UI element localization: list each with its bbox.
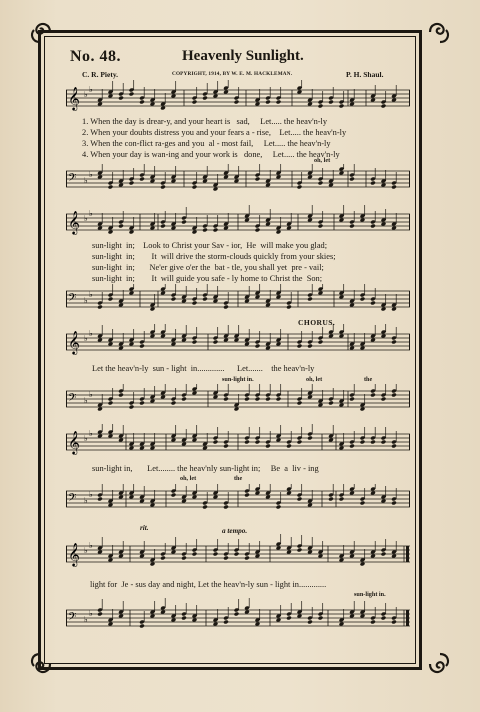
note-head bbox=[213, 552, 219, 557]
note-head bbox=[181, 220, 187, 225]
note-head bbox=[349, 397, 355, 402]
composer-credit: P. H. Shaul. bbox=[346, 70, 384, 79]
note-head bbox=[244, 556, 250, 561]
key-signature-flat: ♭ bbox=[89, 429, 93, 438]
key-signature-flat: ♭ bbox=[89, 541, 93, 550]
hymn-title: Heavenly Sunlight. bbox=[182, 48, 304, 64]
note-head bbox=[129, 405, 135, 410]
note-head bbox=[297, 185, 303, 190]
chorus-label: CHORUS. bbox=[298, 318, 336, 327]
key-signature-flat: ♭ bbox=[84, 90, 88, 99]
a-tempo-marking: a tempo. bbox=[222, 527, 248, 535]
note-head bbox=[286, 444, 292, 449]
treble-staff-1 bbox=[66, 80, 410, 116]
note-head bbox=[265, 397, 271, 402]
note-head bbox=[202, 505, 208, 510]
note-head bbox=[181, 616, 187, 621]
note-head bbox=[307, 436, 313, 441]
bass-staff-2 bbox=[66, 284, 410, 314]
note-head bbox=[360, 440, 366, 445]
note-head bbox=[381, 552, 387, 557]
note-head bbox=[381, 104, 387, 109]
treble-clef: 𝄞 bbox=[68, 210, 80, 234]
note-head bbox=[286, 305, 292, 310]
key-signature-flat: ♭ bbox=[84, 434, 88, 443]
corner-ornament-top-left bbox=[28, 20, 54, 46]
note-head bbox=[192, 552, 198, 557]
alt-lyric-sunlight-in: sun-light in. bbox=[222, 376, 254, 383]
key-signature-flat: ♭ bbox=[89, 170, 93, 179]
note-head bbox=[339, 104, 345, 109]
key-signature-flat: ♭ bbox=[84, 546, 88, 555]
note-head bbox=[223, 620, 229, 625]
note-head bbox=[318, 104, 324, 109]
treble-staff-4 bbox=[66, 424, 410, 460]
alt-lyric-the-2: the bbox=[234, 475, 243, 482]
key-signature-flat: ♭ bbox=[89, 85, 93, 94]
note-head bbox=[97, 612, 103, 617]
verse-2-line: 2. When your doubts distress you and your fears a - rise, Let..... the heav'n-ly bbox=[82, 128, 347, 137]
note-head bbox=[234, 612, 240, 617]
note-head bbox=[223, 505, 229, 510]
note-head bbox=[160, 224, 166, 229]
alt-lyric-the: the bbox=[364, 376, 373, 383]
bass-staff-4 bbox=[66, 484, 410, 514]
treble-clef: 𝄞 bbox=[68, 330, 80, 354]
note-head bbox=[391, 393, 397, 398]
note-head bbox=[223, 397, 229, 402]
note-head bbox=[328, 100, 334, 105]
key-signature-flat: ♭ bbox=[89, 390, 93, 399]
note-head bbox=[276, 505, 282, 510]
bass-clef: 𝄢 bbox=[68, 172, 77, 187]
bass-staff-3 bbox=[66, 384, 410, 414]
system2-line-1: sun-light in; Look to Christ your Sav - ior, He will make you glad; bbox=[92, 241, 328, 250]
note-head bbox=[381, 397, 387, 402]
corner-ornament-bottom-left bbox=[28, 650, 54, 676]
note-head bbox=[265, 100, 271, 105]
treble-clef: 𝄞 bbox=[68, 86, 80, 110]
note-head bbox=[349, 224, 355, 229]
system2-line-4: sun-light in; It will guide you safe - ly home to Christ the Son; bbox=[92, 274, 323, 283]
corner-ornament-top-right bbox=[426, 20, 452, 46]
treble-staff-2 bbox=[66, 204, 410, 240]
key-signature-flat: ♭ bbox=[84, 176, 88, 185]
note-head bbox=[244, 440, 250, 445]
note-head bbox=[328, 497, 334, 502]
note-head bbox=[139, 401, 145, 406]
note-head bbox=[171, 401, 177, 406]
key-signature-flat: ♭ bbox=[84, 496, 88, 505]
note-head bbox=[234, 100, 240, 105]
alt-lyric-oh-let-3: oh, let bbox=[180, 475, 197, 482]
note-head bbox=[370, 620, 376, 625]
note-head bbox=[139, 177, 145, 182]
note-head bbox=[108, 297, 114, 302]
note-head bbox=[307, 297, 313, 302]
note-head bbox=[297, 548, 303, 553]
note-head bbox=[297, 440, 303, 445]
note-head bbox=[213, 340, 219, 345]
note-head bbox=[223, 556, 229, 561]
note-head bbox=[129, 181, 135, 186]
note-head bbox=[276, 100, 282, 105]
note-head bbox=[391, 185, 397, 190]
system2-line-3: sun-light in; Ne'er give o'er the bat - tle, you shall yet pre - vail; bbox=[92, 263, 324, 272]
note-head bbox=[255, 397, 261, 402]
bass-clef: 𝄢 bbox=[68, 611, 77, 626]
treble-staff-3 bbox=[66, 324, 410, 360]
note-head bbox=[244, 493, 250, 498]
note-head bbox=[160, 556, 166, 561]
treble-clef: 𝄞 bbox=[68, 430, 80, 454]
note-head bbox=[255, 177, 261, 182]
note-head bbox=[276, 397, 282, 402]
note-head bbox=[192, 301, 198, 306]
bass-clef: 𝄢 bbox=[68, 392, 77, 407]
note-head bbox=[192, 340, 198, 345]
note-head bbox=[118, 393, 124, 398]
note-head bbox=[223, 444, 229, 449]
note-head bbox=[349, 177, 355, 182]
note-head bbox=[213, 440, 219, 445]
bass-staff-5 bbox=[66, 598, 410, 638]
note-head bbox=[318, 340, 324, 345]
note-head bbox=[391, 620, 397, 625]
note-head bbox=[370, 181, 376, 186]
note-head bbox=[108, 185, 114, 190]
note-head bbox=[118, 96, 124, 101]
note-head bbox=[318, 616, 324, 621]
note-head bbox=[318, 224, 324, 229]
note-head bbox=[307, 344, 313, 349]
note-head bbox=[318, 181, 324, 186]
note-head bbox=[139, 100, 145, 105]
chorus-line-3: light for Je - sus day and night, Let the heav'n-ly sun - light in............. bbox=[90, 580, 327, 589]
key-signature-flat: ♭ bbox=[89, 209, 93, 218]
alt-lyric-oh-let: oh, let bbox=[314, 157, 331, 164]
note-head bbox=[286, 616, 292, 621]
chorus-line-2: sun-light in, Let........ the heav'nly sun-light in; Be a liv - ing bbox=[92, 464, 319, 473]
note-head bbox=[213, 228, 219, 233]
note-head bbox=[339, 497, 345, 502]
note-head bbox=[192, 100, 198, 105]
note-head bbox=[381, 440, 387, 445]
note-head bbox=[360, 297, 366, 302]
note-head bbox=[391, 444, 397, 449]
system2-line-2: sun-light in; It will drive the storm-clouds quickly from your skies; bbox=[92, 252, 336, 261]
note-head bbox=[139, 344, 145, 349]
note-head bbox=[139, 624, 145, 629]
note-head bbox=[297, 344, 303, 349]
note-head bbox=[391, 340, 397, 345]
note-head bbox=[360, 501, 366, 506]
key-signature-flat: ♭ bbox=[84, 296, 88, 305]
key-signature-flat: ♭ bbox=[84, 334, 88, 343]
alt-lyric-sunlight-in-2: sun-light in. bbox=[354, 591, 386, 598]
copyright-notice: COPYRIGHT, 1914, BY W. E. M. HACKLEMAN. bbox=[172, 71, 293, 77]
note-head bbox=[381, 616, 387, 621]
note-head bbox=[307, 620, 313, 625]
note-head bbox=[108, 401, 114, 406]
lyricist-credit: C. R. Piety. bbox=[82, 70, 119, 79]
key-signature-flat: ♭ bbox=[89, 609, 93, 618]
key-signature-flat: ♭ bbox=[89, 490, 93, 499]
hymn-number: No. 48. bbox=[70, 48, 122, 65]
verse-3-line: 3. When the con-flict ra-ges and you al - most fail, Let..... the heav'n-ly bbox=[82, 139, 331, 148]
note-head bbox=[297, 497, 303, 502]
note-head bbox=[202, 96, 208, 101]
note-head bbox=[370, 301, 376, 306]
note-head bbox=[129, 92, 135, 97]
verse-4-line: 4. When your day is wan-ing and your work is done, Let..... the heav'n-ly bbox=[82, 150, 340, 159]
note-head bbox=[370, 440, 376, 445]
note-head bbox=[171, 493, 177, 498]
note-head bbox=[118, 224, 124, 229]
treble-staff-5 bbox=[66, 534, 410, 574]
note-head bbox=[297, 401, 303, 406]
note-head bbox=[97, 497, 103, 502]
note-head bbox=[370, 393, 376, 398]
note-head bbox=[255, 440, 261, 445]
corner-ornament-bottom-right bbox=[426, 650, 452, 676]
note-head bbox=[234, 552, 240, 557]
key-signature-flat: ♭ bbox=[84, 615, 88, 624]
note-head bbox=[349, 444, 355, 449]
note-head bbox=[265, 444, 271, 449]
note-head bbox=[97, 305, 103, 310]
note-head bbox=[192, 185, 198, 190]
note-head bbox=[328, 401, 334, 406]
verse-1-line: 1. When the day is drear-y, and your heart is sad, Let..... the heav'n-ly bbox=[82, 117, 328, 126]
note-head bbox=[181, 556, 187, 561]
alt-lyric-oh-let-2: oh, let bbox=[306, 376, 323, 383]
note-head bbox=[160, 185, 166, 190]
key-signature-flat: ♭ bbox=[89, 329, 93, 338]
note-head bbox=[370, 224, 376, 229]
key-signature-flat: ♭ bbox=[89, 290, 93, 299]
key-signature-flat: ♭ bbox=[84, 214, 88, 223]
bass-clef: 𝄢 bbox=[68, 292, 77, 307]
ritardando-marking: rit. bbox=[140, 524, 149, 532]
note-head bbox=[171, 297, 177, 302]
bass-clef: 𝄢 bbox=[68, 492, 77, 507]
note-head bbox=[181, 397, 187, 402]
note-head bbox=[391, 501, 397, 506]
note-head bbox=[244, 397, 250, 402]
key-signature-flat: ♭ bbox=[84, 396, 88, 405]
note-head bbox=[255, 344, 261, 349]
note-head bbox=[202, 297, 208, 302]
note-head bbox=[255, 228, 261, 233]
bass-staff-1 bbox=[66, 164, 410, 194]
note-head bbox=[223, 305, 229, 310]
chorus-line-1: Let the heav'n-ly sun - light in............. Let....... the heav'n-ly bbox=[92, 364, 315, 373]
note-head bbox=[202, 228, 208, 233]
treble-clef: 𝄞 bbox=[68, 542, 80, 566]
